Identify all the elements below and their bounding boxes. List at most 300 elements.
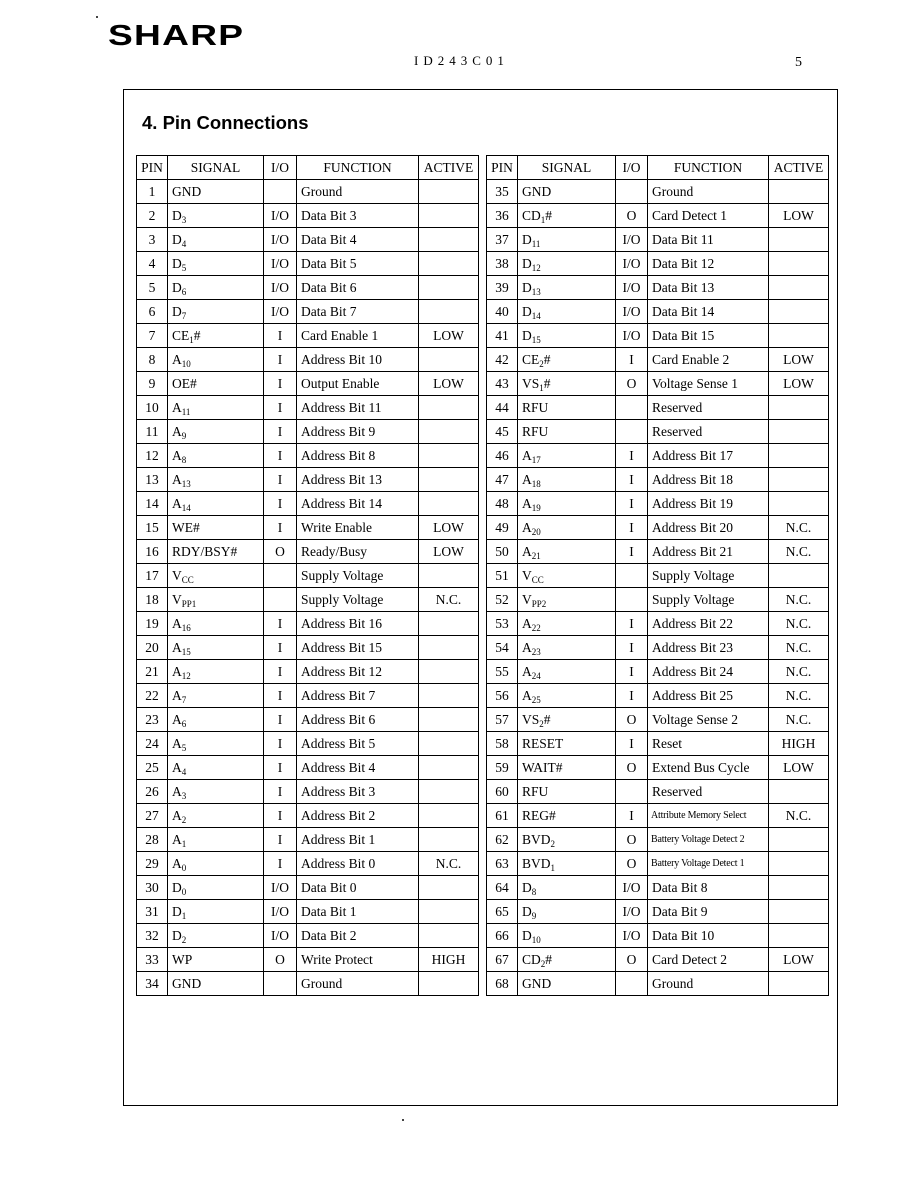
signal-name bbox=[168, 804, 264, 828]
function-name: Address Bit 14 bbox=[297, 492, 419, 516]
io-type: I/O bbox=[264, 300, 297, 324]
signal-name bbox=[168, 684, 264, 708]
signal-name bbox=[518, 732, 616, 756]
signal-subscript: 6 bbox=[181, 718, 187, 729]
active-level: LOW bbox=[419, 516, 479, 540]
signal-name bbox=[518, 612, 616, 636]
signal-name bbox=[518, 564, 616, 588]
active-level bbox=[419, 804, 479, 828]
io-type: I bbox=[264, 612, 297, 636]
signal-subscript: 21 bbox=[531, 550, 541, 561]
signal-base: A bbox=[172, 855, 182, 871]
active-level bbox=[419, 396, 479, 420]
signal-subscript: 1 bbox=[181, 910, 187, 921]
io-type: I bbox=[616, 348, 648, 372]
signal-base: D bbox=[522, 927, 532, 943]
header-signal: SIGNAL bbox=[168, 156, 264, 180]
io-type: I bbox=[616, 444, 648, 468]
function-name: Output Enable bbox=[297, 372, 419, 396]
function-name: Address Bit 6 bbox=[297, 708, 419, 732]
signal-subscript: 25 bbox=[531, 694, 541, 705]
signal-name bbox=[168, 204, 264, 228]
active-level: HIGH bbox=[419, 948, 479, 972]
active-level bbox=[769, 228, 829, 252]
signal-base: D bbox=[172, 255, 182, 271]
header-active: ACTIVE bbox=[769, 156, 829, 180]
function-name: Data Bit 9 bbox=[648, 900, 769, 924]
table-row bbox=[487, 348, 829, 372]
signal-subscript: 1 bbox=[181, 838, 187, 849]
table-row bbox=[487, 252, 829, 276]
active-level bbox=[419, 348, 479, 372]
io-type: I bbox=[264, 756, 297, 780]
active-level bbox=[769, 276, 829, 300]
signal-subscript: 15 bbox=[181, 646, 191, 657]
signal-subscript: 0 bbox=[181, 862, 187, 873]
active-level bbox=[769, 852, 829, 876]
table-row bbox=[137, 516, 479, 540]
pin-number: 36 bbox=[487, 204, 518, 228]
signal-base: RFU bbox=[522, 399, 549, 415]
signal-name bbox=[518, 492, 616, 516]
active-level bbox=[419, 420, 479, 444]
signal-name bbox=[168, 492, 264, 516]
signal-subscript: 23 bbox=[531, 646, 541, 657]
io-type: I bbox=[264, 780, 297, 804]
io-type: O bbox=[616, 372, 648, 396]
table-row bbox=[137, 540, 479, 564]
pin-number: 21 bbox=[137, 660, 168, 684]
table-row bbox=[487, 972, 829, 996]
pin-number: 11 bbox=[137, 420, 168, 444]
signal-base: REG# bbox=[522, 807, 556, 823]
signal-name bbox=[518, 204, 616, 228]
signal-base: CE bbox=[522, 351, 540, 367]
signal-name bbox=[168, 468, 264, 492]
signal-name bbox=[168, 444, 264, 468]
io-type: I/O bbox=[264, 228, 297, 252]
signal-subscript: 3 bbox=[181, 790, 187, 801]
io-type: I bbox=[616, 612, 648, 636]
pin-number: 30 bbox=[137, 876, 168, 900]
signal-subscript: 2 bbox=[539, 358, 544, 369]
io-type bbox=[616, 420, 648, 444]
io-type: I/O bbox=[264, 924, 297, 948]
active-level bbox=[419, 228, 479, 252]
signal-name bbox=[168, 636, 264, 660]
table-row bbox=[487, 876, 829, 900]
table-row bbox=[487, 588, 829, 612]
signal-subscript: 1 bbox=[540, 214, 546, 225]
pin-number: 28 bbox=[137, 828, 168, 852]
pin-number: 25 bbox=[137, 756, 168, 780]
signal-base: V bbox=[172, 591, 182, 607]
signal-name bbox=[518, 276, 616, 300]
active-level bbox=[419, 252, 479, 276]
pin-number: 38 bbox=[487, 252, 518, 276]
table-row bbox=[487, 948, 829, 972]
function-name: Address Bit 16 bbox=[297, 612, 419, 636]
signal-subscript: 15 bbox=[531, 334, 541, 345]
signal-subscript: 20 bbox=[531, 526, 541, 537]
pin-number: 31 bbox=[137, 900, 168, 924]
function-name: Data Bit 12 bbox=[648, 252, 769, 276]
signal-subscript: 24 bbox=[531, 670, 541, 681]
signal-base: GND bbox=[522, 183, 552, 199]
table-row bbox=[137, 732, 479, 756]
header-io: I/O bbox=[616, 156, 648, 180]
pin-number: 6 bbox=[137, 300, 168, 324]
signal-base: CD bbox=[522, 951, 541, 967]
io-type: I bbox=[616, 684, 648, 708]
pin-number: 63 bbox=[487, 852, 518, 876]
table-row bbox=[137, 900, 479, 924]
active-level bbox=[419, 876, 479, 900]
scan-speck bbox=[96, 16, 98, 18]
active-level: N.C. bbox=[769, 588, 829, 612]
signal-name bbox=[518, 180, 616, 204]
io-type: I/O bbox=[616, 924, 648, 948]
function-name: Data Bit 5 bbox=[297, 252, 419, 276]
signal-name bbox=[518, 396, 616, 420]
signal-suffix: # bbox=[543, 351, 551, 367]
table-row bbox=[487, 924, 829, 948]
function-name: Address Bit 19 bbox=[648, 492, 769, 516]
signal-subscript: 1 bbox=[189, 334, 194, 345]
signal-name bbox=[168, 756, 264, 780]
signal-base: VS bbox=[522, 711, 540, 727]
active-level bbox=[419, 780, 479, 804]
active-level: N.C. bbox=[769, 612, 829, 636]
signal-name bbox=[168, 516, 264, 540]
table-row bbox=[487, 564, 829, 588]
table-row bbox=[137, 396, 479, 420]
page-number: 5 bbox=[795, 55, 802, 70]
signal-base: GND bbox=[172, 183, 202, 199]
function-name: Address Bit 1 bbox=[297, 828, 419, 852]
function-name: Data Bit 0 bbox=[297, 876, 419, 900]
table-row bbox=[137, 780, 479, 804]
function-name: Address Bit 18 bbox=[648, 468, 769, 492]
signal-base: D bbox=[522, 903, 532, 919]
io-type: I bbox=[264, 708, 297, 732]
function-name: Supply Voltage bbox=[297, 564, 419, 588]
signal-subscript: 2 bbox=[181, 934, 187, 945]
active-level bbox=[769, 444, 829, 468]
io-type: I/O bbox=[616, 324, 648, 348]
active-level bbox=[769, 876, 829, 900]
signal-base: WAIT# bbox=[522, 759, 563, 775]
signal-name bbox=[168, 276, 264, 300]
active-level: N.C. bbox=[419, 588, 479, 612]
pin-number: 7 bbox=[137, 324, 168, 348]
signal-name bbox=[518, 948, 616, 972]
active-level bbox=[419, 636, 479, 660]
io-type: I bbox=[264, 420, 297, 444]
signal-base: A bbox=[172, 831, 182, 847]
signal-base: D bbox=[522, 231, 532, 247]
pin-number: 46 bbox=[487, 444, 518, 468]
signal-name bbox=[168, 564, 264, 588]
signal-name bbox=[518, 444, 616, 468]
signal-base: D bbox=[522, 279, 532, 295]
io-type: I bbox=[616, 804, 648, 828]
active-level bbox=[769, 396, 829, 420]
active-level bbox=[769, 780, 829, 804]
function-name: Supply Voltage bbox=[648, 564, 769, 588]
table-row bbox=[487, 444, 829, 468]
pin-number: 29 bbox=[137, 852, 168, 876]
function-name: Voltage Sense 2 bbox=[648, 708, 769, 732]
function-name: Write Enable bbox=[297, 516, 419, 540]
pin-number: 42 bbox=[487, 348, 518, 372]
active-level bbox=[419, 756, 479, 780]
table-row bbox=[137, 972, 479, 996]
function-name: Data Bit 8 bbox=[648, 876, 769, 900]
function-name: Address Bit 23 bbox=[648, 636, 769, 660]
signal-base: A bbox=[172, 399, 182, 415]
table-row bbox=[137, 876, 479, 900]
signal-base: V bbox=[522, 567, 532, 583]
active-level bbox=[769, 420, 829, 444]
header-pin: PIN bbox=[487, 156, 518, 180]
io-type: I bbox=[264, 324, 297, 348]
table-row bbox=[487, 372, 829, 396]
function-name: Battery Voltage Detect 1 bbox=[648, 852, 769, 876]
active-level bbox=[419, 900, 479, 924]
io-type: I/O bbox=[616, 900, 648, 924]
io-type: I bbox=[264, 516, 297, 540]
signal-subscript: CC bbox=[181, 574, 194, 585]
header-active: ACTIVE bbox=[419, 156, 479, 180]
function-name: Data Bit 7 bbox=[297, 300, 419, 324]
table-row bbox=[487, 804, 829, 828]
signal-subscript: 4 bbox=[181, 766, 187, 777]
signal-subscript: 19 bbox=[531, 502, 541, 513]
active-level bbox=[419, 180, 479, 204]
io-type bbox=[616, 780, 648, 804]
signal-name bbox=[168, 828, 264, 852]
function-name: Data Bit 10 bbox=[648, 924, 769, 948]
pin-number: 32 bbox=[137, 924, 168, 948]
signal-base: D bbox=[172, 207, 182, 223]
function-name: Address Bit 11 bbox=[297, 396, 419, 420]
pin-number: 18 bbox=[137, 588, 168, 612]
io-type: I bbox=[264, 684, 297, 708]
pin-table-left bbox=[136, 155, 479, 996]
active-level bbox=[419, 492, 479, 516]
pin-number: 41 bbox=[487, 324, 518, 348]
signal-subscript: 1 bbox=[539, 382, 544, 393]
pin-number: 26 bbox=[137, 780, 168, 804]
signal-name bbox=[518, 804, 616, 828]
pin-number: 10 bbox=[137, 396, 168, 420]
io-type bbox=[616, 396, 648, 420]
function-name: Supply Voltage bbox=[648, 588, 769, 612]
signal-name bbox=[518, 684, 616, 708]
table-row bbox=[487, 684, 829, 708]
function-name: Reserved bbox=[648, 420, 769, 444]
signal-suffix: # bbox=[545, 207, 553, 223]
signal-subscript: 0 bbox=[181, 886, 187, 897]
pin-number: 19 bbox=[137, 612, 168, 636]
signal-base: A bbox=[522, 663, 532, 679]
active-level bbox=[769, 468, 829, 492]
function-name: Address Bit 13 bbox=[297, 468, 419, 492]
function-name: Reserved bbox=[648, 396, 769, 420]
signal-name bbox=[168, 588, 264, 612]
pin-number: 54 bbox=[487, 636, 518, 660]
signal-subscript: 13 bbox=[531, 286, 541, 297]
pin-number: 55 bbox=[487, 660, 518, 684]
signal-subscript: 5 bbox=[181, 262, 187, 273]
signal-name bbox=[168, 900, 264, 924]
function-name: Address Bit 4 bbox=[297, 756, 419, 780]
function-name: Ground bbox=[297, 972, 419, 996]
signal-base: RFU bbox=[522, 783, 549, 799]
active-level: LOW bbox=[419, 372, 479, 396]
signal-subscript: CC bbox=[531, 574, 544, 585]
function-name: Data Bit 15 bbox=[648, 324, 769, 348]
signal-name bbox=[168, 876, 264, 900]
table-row bbox=[487, 828, 829, 852]
signal-base: A bbox=[172, 615, 182, 631]
signal-subscript: 17 bbox=[531, 454, 541, 465]
signal-name bbox=[168, 924, 264, 948]
io-type: I bbox=[264, 492, 297, 516]
pin-number: 14 bbox=[137, 492, 168, 516]
io-type: I bbox=[264, 636, 297, 660]
signal-base: A bbox=[522, 615, 532, 631]
signal-suffix: # bbox=[543, 711, 551, 727]
pin-number: 16 bbox=[137, 540, 168, 564]
io-type: I/O bbox=[616, 276, 648, 300]
document-id: ID243C01 bbox=[414, 53, 509, 68]
signal-subscript: 22 bbox=[531, 622, 541, 633]
table-row bbox=[487, 756, 829, 780]
signal-base: BVD bbox=[522, 831, 551, 847]
signal-base: BVD bbox=[522, 855, 551, 871]
table-row bbox=[137, 468, 479, 492]
function-name: Address Bit 5 bbox=[297, 732, 419, 756]
table-row bbox=[137, 228, 479, 252]
function-name: Write Protect bbox=[297, 948, 419, 972]
pin-number: 60 bbox=[487, 780, 518, 804]
signal-base: A bbox=[172, 807, 182, 823]
io-type: I bbox=[264, 852, 297, 876]
scan-speck bbox=[402, 1119, 404, 1121]
table-row bbox=[487, 276, 829, 300]
active-level: LOW bbox=[769, 756, 829, 780]
io-type: I bbox=[264, 468, 297, 492]
signal-name bbox=[168, 396, 264, 420]
signal-name bbox=[168, 660, 264, 684]
table-row bbox=[137, 828, 479, 852]
signal-base: A bbox=[172, 423, 182, 439]
signal-subscript: 11 bbox=[531, 238, 541, 249]
active-level bbox=[419, 732, 479, 756]
signal-name bbox=[518, 900, 616, 924]
table-header-row bbox=[487, 156, 829, 180]
pin-number: 67 bbox=[487, 948, 518, 972]
table-row bbox=[487, 420, 829, 444]
table-row bbox=[137, 564, 479, 588]
pin-number: 4 bbox=[137, 252, 168, 276]
table-row bbox=[137, 852, 479, 876]
header-signal: SIGNAL bbox=[518, 156, 616, 180]
signal-subscript: 11 bbox=[181, 406, 191, 417]
signal-base: A bbox=[522, 639, 532, 655]
table-row bbox=[487, 396, 829, 420]
function-name: Address Bit 15 bbox=[297, 636, 419, 660]
pin-number: 17 bbox=[137, 564, 168, 588]
pin-number: 53 bbox=[487, 612, 518, 636]
signal-name bbox=[168, 372, 264, 396]
pin-number: 22 bbox=[137, 684, 168, 708]
active-level: N.C. bbox=[769, 684, 829, 708]
io-type: I/O bbox=[264, 276, 297, 300]
signal-subscript: 8 bbox=[531, 886, 537, 897]
pin-number: 51 bbox=[487, 564, 518, 588]
pin-number: 49 bbox=[487, 516, 518, 540]
signal-name bbox=[168, 420, 264, 444]
signal-base: D bbox=[172, 927, 182, 943]
signal-subscript: 13 bbox=[181, 478, 191, 489]
active-level: N.C. bbox=[769, 540, 829, 564]
signal-base: A bbox=[172, 471, 182, 487]
active-level bbox=[419, 828, 479, 852]
function-name: Address Bit 2 bbox=[297, 804, 419, 828]
signal-name bbox=[168, 252, 264, 276]
function-name: Ground bbox=[648, 180, 769, 204]
signal-subscript: 9 bbox=[181, 430, 187, 441]
signal-base: WE# bbox=[172, 519, 200, 535]
pin-number: 45 bbox=[487, 420, 518, 444]
signal-name bbox=[518, 252, 616, 276]
function-name: Reserved bbox=[648, 780, 769, 804]
signal-base: A bbox=[172, 639, 182, 655]
io-type: I bbox=[264, 348, 297, 372]
signal-name bbox=[518, 708, 616, 732]
io-type bbox=[264, 588, 297, 612]
signal-name bbox=[518, 468, 616, 492]
section-title: 4. Pin Connections bbox=[142, 112, 309, 133]
function-name: Address Bit 17 bbox=[648, 444, 769, 468]
signal-name bbox=[518, 540, 616, 564]
io-type bbox=[616, 972, 648, 996]
signal-subscript: 14 bbox=[531, 310, 541, 321]
signal-name bbox=[518, 588, 616, 612]
active-level bbox=[769, 252, 829, 276]
active-level bbox=[769, 972, 829, 996]
active-level bbox=[419, 564, 479, 588]
signal-name bbox=[518, 516, 616, 540]
pin-number: 5 bbox=[137, 276, 168, 300]
table-row bbox=[487, 852, 829, 876]
pin-number: 37 bbox=[487, 228, 518, 252]
table-row bbox=[487, 492, 829, 516]
signal-name bbox=[518, 828, 616, 852]
signal-subscript: 8 bbox=[181, 454, 187, 465]
signal-base: D bbox=[172, 231, 182, 247]
active-level bbox=[419, 708, 479, 732]
function-name: Data Bit 4 bbox=[297, 228, 419, 252]
signal-base: CD bbox=[522, 207, 541, 223]
signal-base: V bbox=[172, 567, 182, 583]
io-type bbox=[616, 564, 648, 588]
function-name: Address Bit 25 bbox=[648, 684, 769, 708]
signal-base: D bbox=[522, 327, 532, 343]
